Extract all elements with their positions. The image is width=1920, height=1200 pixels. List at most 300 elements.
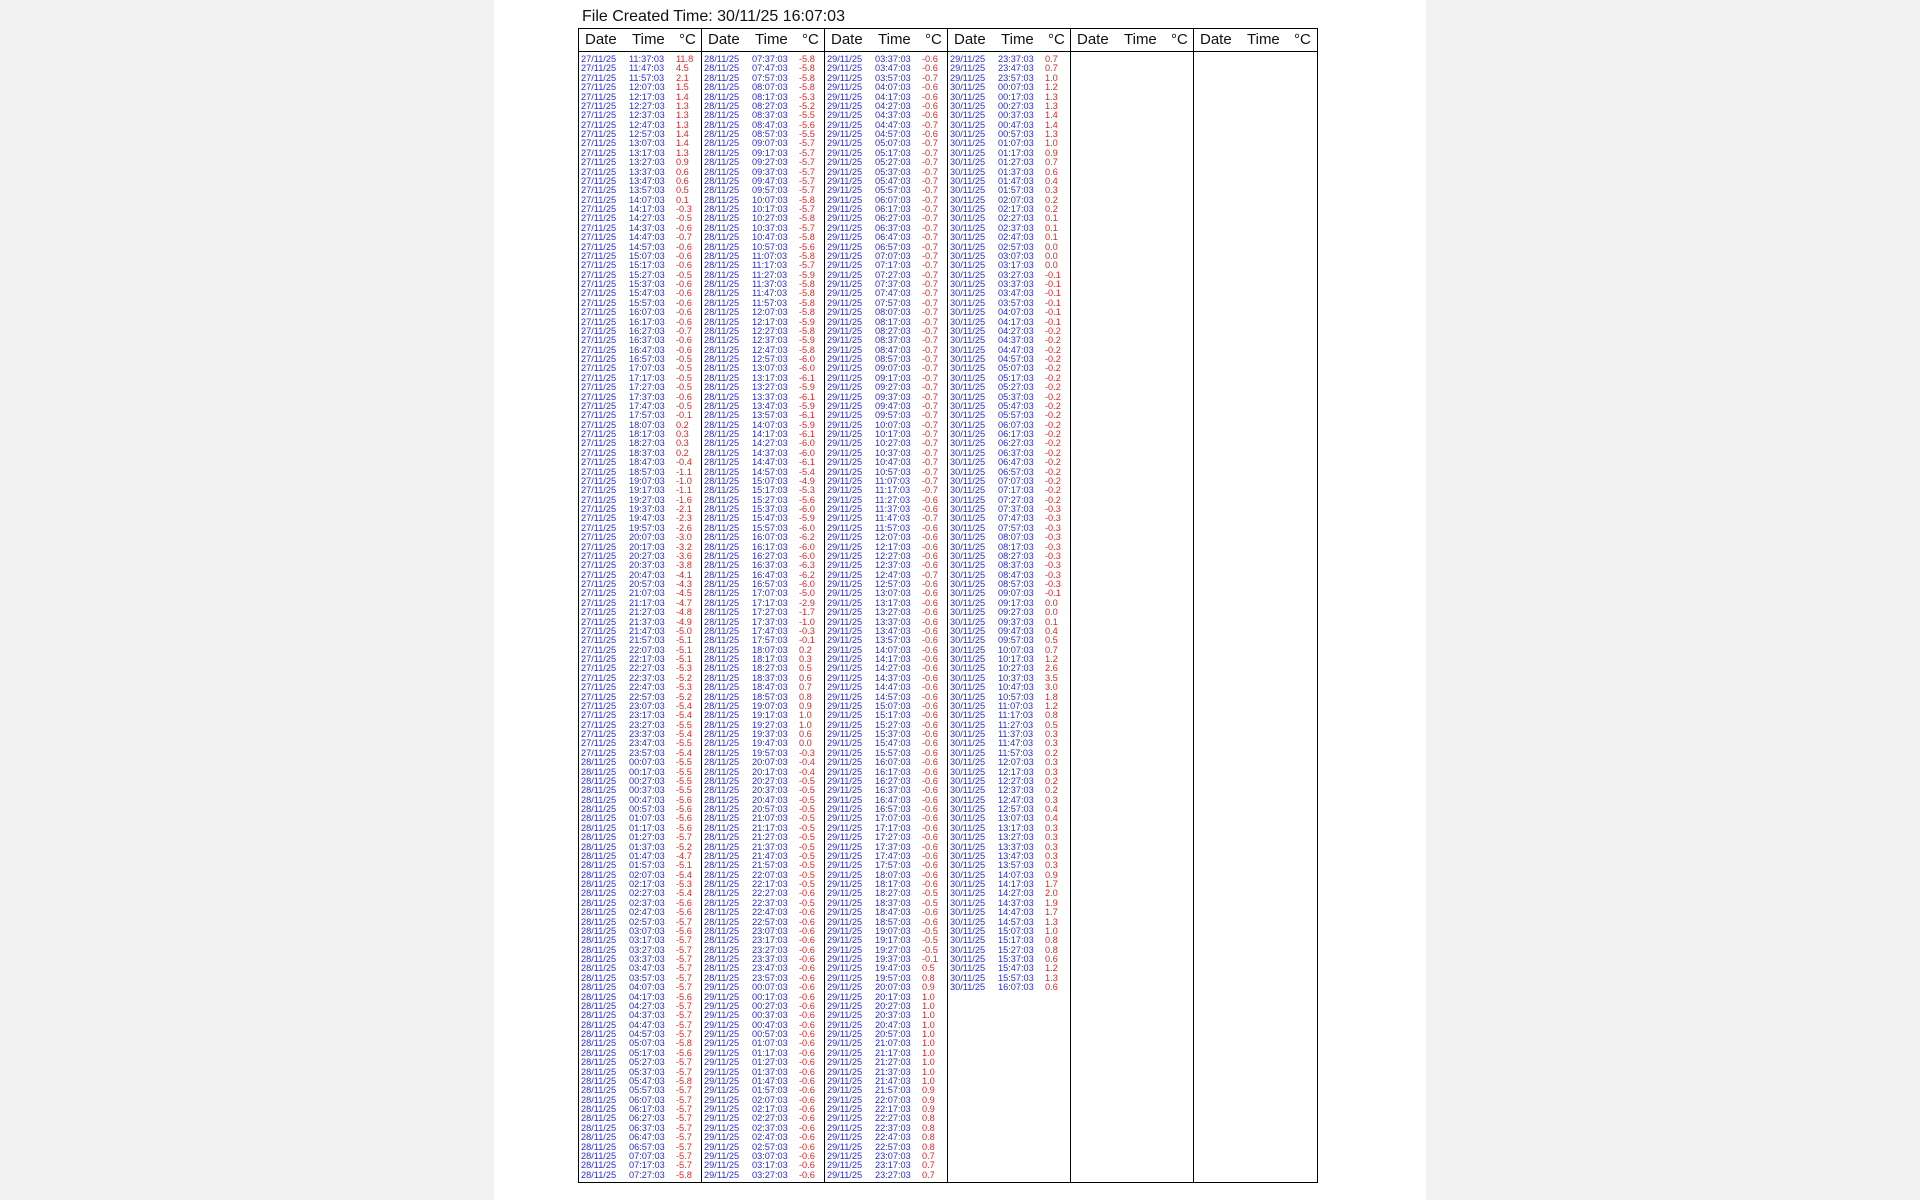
log-time: 08:07:03 — [998, 532, 1034, 543]
log-time: 06:57:03 — [998, 466, 1034, 477]
log-date: 27/11/25 — [581, 166, 617, 177]
log-time: 19:37:03 — [752, 729, 788, 739]
log-date: 28/11/25 — [704, 710, 740, 721]
log-temp: 0.8 — [1045, 944, 1058, 955]
log-time: 20:07:03 — [752, 757, 788, 768]
header-temp: °C — [1171, 31, 1188, 48]
log-date: 29/11/25 — [827, 1085, 863, 1096]
log-temp: -0.2 — [1045, 382, 1061, 393]
log-date: 29/11/25 — [704, 1029, 740, 1039]
log-time: 13:37:03 — [629, 166, 665, 177]
log-time: 00:37:03 — [998, 110, 1034, 121]
log-temp: -0.7 — [922, 344, 938, 355]
log-time: 21:17:03 — [752, 822, 788, 833]
log-time: 14:57:03 — [752, 466, 788, 477]
log-date: 29/11/25 — [827, 1029, 863, 1039]
log-temp: -0.6 — [922, 794, 938, 805]
log-time: 16:27:03 — [752, 550, 788, 561]
log-temp: -0.7 — [922, 213, 938, 224]
log-time: 05:57:03 — [629, 1085, 665, 1096]
log-time: 16:07:03 — [875, 757, 911, 768]
log-temp: -0.6 — [922, 916, 938, 927]
log-date: 30/11/25 — [950, 250, 986, 261]
log-date: 27/11/25 — [581, 325, 617, 336]
log-temp: -5.8 — [799, 250, 815, 261]
log-time: 15:37:03 — [752, 504, 788, 514]
log-date: 29/11/25 — [704, 1094, 740, 1105]
log-temp: -5.7 — [676, 1010, 692, 1021]
log-time: 02:17:03 — [752, 1104, 788, 1114]
log-temp: -0.5 — [799, 869, 815, 880]
log-time: 11:47:03 — [998, 738, 1034, 749]
log-date: 28/11/25 — [704, 288, 740, 299]
log-time: 14:27:03 — [998, 888, 1034, 899]
log-temp: -0.5 — [676, 400, 692, 411]
log-temp: 0.8 — [922, 972, 935, 983]
log-date: 28/11/25 — [581, 1085, 617, 1096]
log-time: 18:57:03 — [752, 691, 788, 702]
log-time: 06:57:03 — [629, 1141, 665, 1152]
log-date: 29/11/25 — [827, 129, 863, 139]
log-date: 28/11/25 — [581, 775, 617, 786]
log-time: 07:37:03 — [875, 279, 911, 289]
log-time: 07:17:03 — [875, 260, 911, 271]
log-temp: -0.3 — [1045, 532, 1061, 543]
log-temp: -0.5 — [676, 372, 692, 383]
log-temp: 1.4 — [1045, 119, 1058, 130]
log-date: 30/11/25 — [950, 260, 986, 271]
log-date: 28/11/25 — [704, 841, 740, 852]
log-temp: 0.3 — [1045, 794, 1058, 805]
log-temp: -0.7 — [922, 260, 938, 271]
log-temp: -0.6 — [922, 663, 938, 674]
log-temp: -4.7 — [676, 597, 692, 608]
log-time: 02:37:03 — [752, 1122, 788, 1133]
log-time: 08:07:03 — [875, 307, 911, 318]
log-time: 12:37:03 — [875, 560, 911, 571]
log-temp: -0.2 — [1045, 419, 1061, 430]
log-temp: 0.4 — [1045, 625, 1058, 636]
log-temp: -5.1 — [676, 644, 692, 655]
log-temp: -0.7 — [922, 72, 938, 83]
log-date: 28/11/25 — [704, 954, 740, 964]
log-date: 28/11/25 — [704, 879, 740, 889]
log-temp: 0.1 — [676, 194, 689, 205]
log-date: 30/11/25 — [950, 335, 986, 346]
log-temp: -5.7 — [799, 175, 815, 186]
log-date: 28/11/25 — [704, 860, 740, 871]
log-date: 29/11/25 — [827, 119, 863, 130]
log-temp: -0.6 — [922, 841, 938, 852]
log-date: 30/11/25 — [950, 485, 986, 496]
log-date: 28/11/25 — [581, 1019, 617, 1030]
log-date: 30/11/25 — [950, 785, 986, 796]
log-time: 15:17:03 — [752, 485, 788, 496]
log-time: 20:57:03 — [629, 579, 665, 589]
log-time: 14:17:03 — [629, 204, 665, 214]
log-time: 11:27:03 — [998, 719, 1034, 730]
log-date: 29/11/25 — [827, 822, 863, 833]
log-time: 20:47:03 — [629, 569, 665, 580]
log-date: 29/11/25 — [827, 419, 863, 430]
log-time: 13:07:03 — [629, 138, 665, 149]
log-time: 22:17:03 — [875, 1104, 911, 1114]
log-date: 29/11/25 — [827, 504, 863, 514]
log-time: 03:07:03 — [629, 925, 665, 936]
log-temp: -0.6 — [922, 532, 938, 543]
log-temp: -6.0 — [799, 504, 815, 514]
log-time: 23:37:03 — [752, 954, 788, 964]
log-date: 28/11/25 — [704, 241, 740, 252]
log-time: 16:07:03 — [629, 307, 665, 318]
log-date: 30/11/25 — [950, 972, 986, 983]
log-temp: 0.0 — [1045, 597, 1058, 608]
log-date: 28/11/25 — [704, 775, 740, 786]
log-date: 29/11/25 — [827, 204, 863, 214]
log-temp: -5.2 — [676, 691, 692, 702]
file-created-title: File Created Time: 30/11/25 16:07:03 — [582, 8, 845, 25]
log-date: 27/11/25 — [581, 616, 617, 627]
log-date: 27/11/25 — [581, 138, 617, 149]
log-date: 28/11/25 — [704, 391, 740, 402]
log-temp: -5.7 — [676, 1029, 692, 1039]
log-temp: -0.7 — [676, 325, 692, 336]
log-temp: -0.6 — [922, 616, 938, 627]
log-date: 29/11/25 — [704, 1160, 740, 1171]
log-time: 07:47:03 — [752, 63, 788, 74]
log-temp: -4.5 — [676, 588, 692, 599]
log-date: 27/11/25 — [581, 710, 617, 721]
log-date: 30/11/25 — [950, 129, 986, 139]
log-time: 21:57:03 — [875, 1085, 911, 1096]
log-date: 29/11/25 — [827, 363, 863, 374]
log-temp: -0.7 — [922, 138, 938, 149]
log-temp: 0.2 — [676, 419, 689, 430]
log-date: 30/11/25 — [950, 494, 986, 505]
log-temp: -0.6 — [922, 775, 938, 786]
log-temp: -0.6 — [922, 691, 938, 702]
log-temp: -5.4 — [799, 466, 815, 477]
log-date: 28/11/25 — [704, 175, 740, 186]
log-temp: -0.7 — [922, 175, 938, 186]
log-temp: -5.8 — [799, 325, 815, 336]
log-time: 07:57:03 — [875, 297, 911, 308]
log-time: 00:07:03 — [752, 982, 788, 993]
log-temp: -0.1 — [1045, 307, 1061, 318]
log-temp: 0.8 — [922, 1122, 935, 1133]
log-date: 29/11/25 — [827, 663, 863, 674]
log-time: 23:47:03 — [752, 963, 788, 974]
log-time: 05:17:03 — [998, 372, 1034, 383]
log-date: 28/11/25 — [581, 944, 617, 955]
log-temp: -0.6 — [676, 316, 692, 327]
log-temp: 0.1 — [1045, 232, 1058, 243]
log-date: 27/11/25 — [581, 335, 617, 346]
log-temp: 0.8 — [922, 1141, 935, 1152]
log-temp: 0.8 — [922, 1132, 935, 1143]
log-temp: -0.6 — [922, 710, 938, 721]
log-time: 04:07:03 — [875, 82, 911, 93]
log-date: 27/11/25 — [581, 147, 617, 158]
log-temp: -6.1 — [799, 372, 815, 383]
log-time: 04:07:03 — [998, 307, 1034, 318]
log-temp: -0.6 — [799, 1094, 815, 1105]
log-date: 27/11/25 — [581, 54, 617, 64]
log-time: 13:47:03 — [875, 625, 911, 636]
log-time: 00:47:03 — [629, 794, 665, 805]
log-temp: 0.9 — [799, 700, 812, 711]
log-time: 01:07:03 — [998, 138, 1034, 149]
log-time: 22:07:03 — [629, 644, 665, 655]
log-column — [825, 29, 948, 1182]
log-time: 10:57:03 — [875, 466, 911, 477]
log-temp: 0.5 — [1045, 635, 1058, 646]
log-time: 10:57:03 — [998, 691, 1034, 702]
log-temp: -0.6 — [676, 279, 692, 289]
log-time: 07:07:03 — [998, 475, 1034, 486]
log-date: 29/11/25 — [827, 579, 863, 589]
log-time: 19:27:03 — [875, 944, 911, 955]
log-temp: 0.9 — [922, 1104, 935, 1114]
log-temp: 0.0 — [1045, 250, 1058, 261]
log-temp: 0.5 — [799, 663, 812, 674]
log-date: 28/11/25 — [704, 813, 740, 824]
log-time: 17:47:03 — [875, 850, 911, 861]
log-time: 23:37:03 — [998, 54, 1034, 64]
log-date: 29/11/25 — [827, 91, 863, 102]
log-date: 30/11/25 — [950, 804, 986, 814]
log-time: 18:47:03 — [752, 682, 788, 693]
log-date: 28/11/25 — [704, 522, 740, 533]
log-temp: 1.0 — [922, 991, 935, 1002]
log-temp: -0.1 — [1045, 297, 1061, 308]
log-date: 28/11/25 — [704, 485, 740, 496]
log-temp: -5.7 — [676, 1160, 692, 1171]
log-time: 00:47:03 — [752, 1019, 788, 1030]
log-time: 23:07:03 — [875, 1150, 911, 1161]
log-time: 14:37:03 — [875, 672, 911, 683]
log-time: 15:37:03 — [629, 279, 665, 289]
log-temp: -5.7 — [676, 982, 692, 993]
log-date: 29/11/25 — [827, 260, 863, 271]
log-date: 30/11/25 — [950, 925, 986, 936]
log-time: 04:57:03 — [998, 354, 1034, 364]
log-date: 27/11/25 — [581, 250, 617, 261]
log-time: 21:47:03 — [875, 1075, 911, 1086]
log-time: 23:57:03 — [752, 972, 788, 983]
log-date: 28/11/25 — [581, 879, 617, 889]
log-time: 19:27:03 — [629, 494, 665, 505]
log-date: 27/11/25 — [581, 522, 617, 533]
log-time: 01:17:03 — [752, 1047, 788, 1058]
log-date: 28/11/25 — [704, 850, 740, 861]
log-time: 05:37:03 — [629, 1066, 665, 1077]
log-temp: 0.2 — [1045, 785, 1058, 796]
column-header — [579, 29, 701, 52]
log-temp: -0.2 — [1045, 447, 1061, 458]
log-date: 30/11/25 — [950, 100, 986, 111]
log-date: 29/11/25 — [827, 804, 863, 814]
log-time: 17:47:03 — [629, 400, 665, 411]
column-rows — [1071, 52, 1193, 55]
log-date: 29/11/25 — [827, 766, 863, 777]
log-time: 03:57:03 — [998, 297, 1034, 308]
log-temp: -5.1 — [676, 860, 692, 871]
log-date: 28/11/25 — [704, 916, 740, 927]
log-time: 20:27:03 — [875, 1000, 911, 1011]
log-temp: -5.3 — [799, 91, 815, 102]
log-date: 29/11/25 — [704, 982, 740, 993]
log-date: 28/11/25 — [581, 888, 617, 899]
log-temp: -0.7 — [922, 185, 938, 196]
log-temp: -0.1 — [1045, 588, 1061, 599]
log-temp: -5.3 — [676, 879, 692, 889]
log-temp: -5.5 — [676, 785, 692, 796]
header-time: Time — [1001, 31, 1034, 48]
header-date: Date — [831, 31, 863, 48]
log-date: 29/11/25 — [704, 991, 740, 1002]
log-date: 28/11/25 — [581, 1150, 617, 1161]
log-time: 21:47:03 — [629, 625, 665, 636]
log-date: 29/11/25 — [827, 344, 863, 355]
log-temp: -0.7 — [922, 250, 938, 261]
log-temp: -0.5 — [676, 213, 692, 224]
log-time: 12:27:03 — [629, 100, 665, 111]
log-temp: -5.7 — [676, 832, 692, 843]
log-temp: -0.6 — [922, 63, 938, 74]
log-date: 29/11/25 — [827, 325, 863, 336]
log-temp: -0.3 — [1045, 513, 1061, 524]
log-time: 05:27:03 — [875, 157, 911, 168]
log-temp: -0.6 — [676, 335, 692, 346]
log-time: 13:27:03 — [875, 607, 911, 618]
log-time: 18:37:03 — [875, 897, 911, 908]
log-temp: -0.5 — [799, 850, 815, 861]
log-time: 20:17:03 — [752, 766, 788, 777]
log-date: 27/11/25 — [581, 635, 617, 646]
log-date: 30/11/25 — [950, 794, 986, 805]
log-date: 28/11/25 — [704, 869, 740, 880]
log-date: 28/11/25 — [581, 794, 617, 805]
log-time: 15:17:03 — [998, 935, 1034, 946]
log-date: 28/11/25 — [704, 147, 740, 158]
log-time: 05:07:03 — [998, 363, 1034, 374]
log-date: 30/11/25 — [950, 738, 986, 749]
log-date: 28/11/25 — [581, 1057, 617, 1068]
log-temp: -0.6 — [799, 1029, 815, 1039]
log-temp: 0.9 — [922, 982, 935, 993]
log-time: 06:27:03 — [629, 1113, 665, 1124]
log-date: 29/11/25 — [827, 147, 863, 158]
log-time: 15:57:03 — [875, 747, 911, 758]
log-temp: -0.6 — [799, 944, 815, 955]
log-time: 01:57:03 — [998, 185, 1034, 196]
log-time: 07:47:03 — [998, 513, 1034, 524]
log-date: 29/11/25 — [827, 429, 863, 439]
log-time: 17:47:03 — [752, 625, 788, 636]
log-date: 28/11/25 — [581, 897, 617, 908]
log-time: 10:17:03 — [998, 654, 1034, 664]
log-temp: 0.0 — [799, 738, 812, 749]
log-time: 20:37:03 — [752, 785, 788, 796]
log-date: 30/11/25 — [950, 400, 986, 411]
log-date: 30/11/25 — [950, 354, 986, 364]
log-temp: -0.6 — [799, 991, 815, 1002]
log-date: 28/11/25 — [581, 991, 617, 1002]
log-temp: -0.3 — [1045, 550, 1061, 561]
log-time: 00:37:03 — [752, 1010, 788, 1021]
log-temp: -4.1 — [676, 569, 692, 580]
log-time: 00:57:03 — [629, 804, 665, 814]
header-time: Time — [878, 31, 911, 48]
log-date: 28/11/25 — [704, 166, 740, 177]
log-time: 07:17:03 — [629, 1160, 665, 1171]
log-date: 28/11/25 — [704, 616, 740, 627]
log-date: 29/11/25 — [704, 1010, 740, 1021]
log-time: 22:17:03 — [629, 654, 665, 664]
log-date: 29/11/25 — [827, 475, 863, 486]
log-time: 10:07:03 — [998, 644, 1034, 655]
log-time: 13:37:03 — [752, 391, 788, 402]
log-time: 05:37:03 — [875, 166, 911, 177]
log-temp: -5.5 — [676, 719, 692, 730]
log-date: 28/11/25 — [581, 1047, 617, 1058]
log-temp: -5.7 — [676, 1094, 692, 1105]
log-date: 28/11/25 — [704, 372, 740, 383]
log-date: 28/11/25 — [581, 1038, 617, 1049]
log-time: 19:37:03 — [629, 504, 665, 514]
log-date: 29/11/25 — [827, 710, 863, 721]
log-time: 11:37:03 — [752, 279, 788, 289]
log-temp: -0.6 — [799, 1010, 815, 1021]
log-column — [948, 29, 1071, 1182]
log-time: 00:27:03 — [752, 1000, 788, 1011]
log-date: 27/11/25 — [581, 419, 617, 430]
log-date: 29/11/25 — [704, 1038, 740, 1049]
log-temp: -0.7 — [922, 316, 938, 327]
log-date: 29/11/25 — [827, 616, 863, 627]
log-time: 22:37:03 — [629, 672, 665, 683]
log-temp: 0.1 — [1045, 213, 1058, 224]
log-temp: 1.0 — [1045, 72, 1058, 83]
log-time: 17:37:03 — [752, 616, 788, 627]
log-date: 29/11/25 — [827, 1141, 863, 1152]
log-time: 16:47:03 — [875, 794, 911, 805]
log-temp: -0.1 — [1045, 288, 1061, 299]
log-time: 06:47:03 — [998, 457, 1034, 468]
log-time: 11:37:03 — [875, 504, 911, 514]
log-date: 30/11/25 — [950, 560, 986, 571]
log-time: 13:17:03 — [629, 147, 665, 158]
log-time: 12:07:03 — [875, 532, 911, 543]
log-time: 00:17:03 — [752, 991, 788, 1002]
log-time: 13:57:03 — [629, 185, 665, 196]
log-time: 01:47:03 — [998, 175, 1034, 186]
log-temp: -0.7 — [922, 335, 938, 346]
log-temp: -5.7 — [676, 944, 692, 955]
log-date: 29/11/25 — [827, 869, 863, 880]
log-date: 29/11/25 — [704, 1141, 740, 1152]
log-time: 07:37:03 — [998, 504, 1034, 514]
log-time: 21:07:03 — [629, 588, 665, 599]
log-time: 14:07:03 — [752, 419, 788, 430]
log-temp: -0.7 — [922, 279, 938, 289]
log-time: 14:57:03 — [875, 691, 911, 702]
log-time: 14:07:03 — [629, 194, 665, 205]
log-time: 19:47:03 — [752, 738, 788, 749]
log-time: 05:27:03 — [629, 1057, 665, 1068]
log-temp: 0.7 — [1045, 54, 1058, 64]
